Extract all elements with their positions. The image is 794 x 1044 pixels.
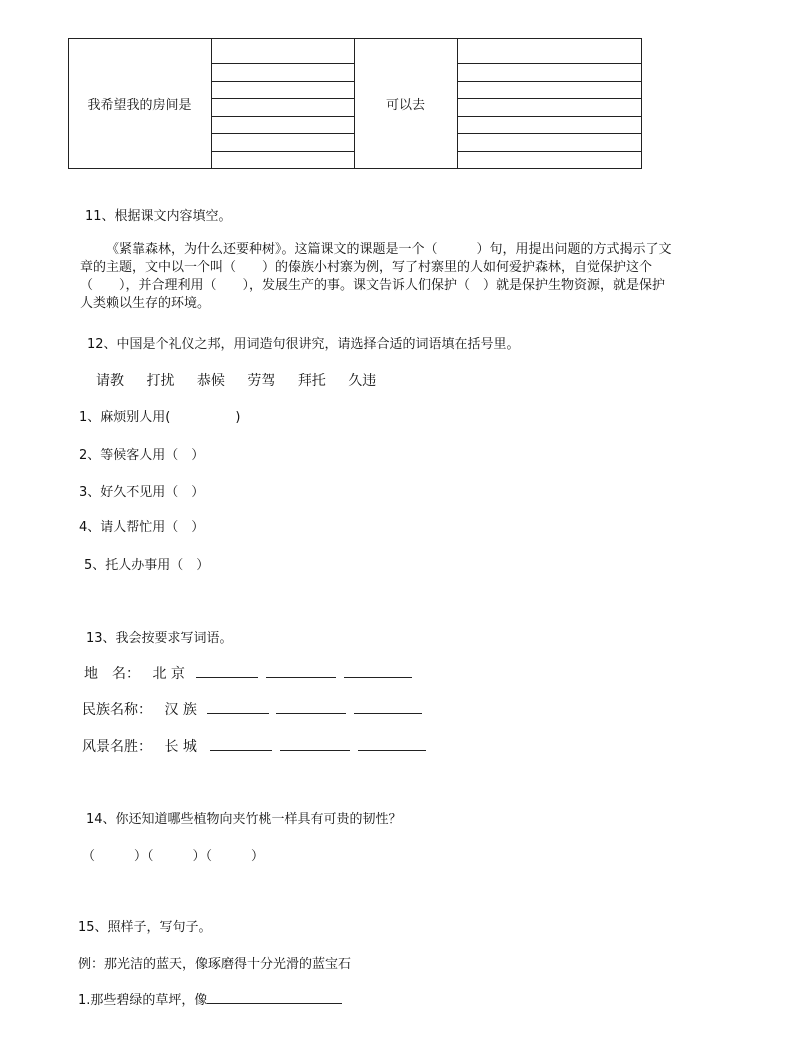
q14-title: 14、你还知道哪些植物向夹竹桃一样具有可贵的韧性？: [86, 812, 402, 827]
answer-blank[interactable]: [344, 677, 412, 678]
answer-blank[interactable]: [210, 750, 272, 751]
writing-line[interactable]: [211, 63, 354, 64]
q12-word-bank: [96, 370, 394, 390]
q11-line: 《紧靠森林，为什么还要种树》。这篇课文的课题是一个（ ）句，用提出问题的方式揭示了文: [106, 242, 672, 257]
q13-row-example: 汉 族: [164, 702, 197, 718]
answer-blank[interactable]: [358, 750, 426, 751]
table-middle-label: 可以去: [385, 98, 425, 113]
q11-line: 人类赖以生存的环境。: [80, 296, 211, 311]
answer-blank[interactable]: [276, 713, 346, 714]
q11-title: 11、根据课文内容填空。: [85, 209, 232, 224]
writing-line[interactable]: [457, 63, 642, 64]
q12-item: 5、托人办事用（ ）: [84, 558, 210, 573]
q13-row: [82, 699, 197, 719]
table-left-label: 我希望我的房间是: [87, 98, 192, 113]
q15-example: 例：那光洁的蓝天，像琢磨得十分光滑的蓝宝石: [78, 957, 352, 972]
q12-item: 4、请人帮忙用（ ）: [79, 520, 205, 535]
word-option: 请教: [96, 373, 124, 389]
table-divider: [211, 38, 212, 169]
q13-row: [84, 663, 185, 683]
writing-line[interactable]: [211, 151, 354, 152]
q14-blanks[interactable]: （ ）（ ）（ ）: [82, 849, 265, 864]
q13-row-label: 风景名胜：: [82, 739, 152, 755]
answer-blank[interactable]: [266, 677, 336, 678]
word-option: 拜托: [297, 373, 326, 389]
writing-line[interactable]: [211, 81, 354, 82]
q11-line: 章的主题，文中以一个叫（ ）的傣族小村寨为例，写了村寨里的人如何爱护森林，自觉保护这个: [80, 260, 653, 275]
writing-line[interactable]: [211, 98, 354, 99]
q12-item: 2、等候客人用（ ）: [79, 448, 205, 463]
writing-line[interactable]: [457, 151, 642, 152]
answer-blank[interactable]: [196, 677, 258, 678]
writing-line[interactable]: [211, 116, 354, 117]
q13-row: [82, 736, 197, 756]
q13-row-label: 地 名：: [84, 666, 140, 682]
q13-title: 13、我会按要求写词语。: [86, 631, 233, 646]
q15-item: [78, 989, 342, 1008]
q15-item-text: 1.那些碧绿的草坪，像: [78, 993, 208, 1008]
q12-title: 12、中国是个礼仪之邦，用词造句很讲究，请选择合适的词语填在括号里。: [87, 337, 520, 352]
writing-line[interactable]: [457, 116, 642, 117]
word-option: 久违: [348, 373, 377, 389]
q12-item: 3、好久不见用（ ）: [79, 485, 205, 500]
q13-row-example: 北 京: [152, 666, 185, 682]
writing-line[interactable]: [457, 81, 642, 82]
word-option: 打扰: [146, 373, 175, 389]
q15-title: 15、照样子，写句子。: [78, 920, 212, 935]
answer-blank[interactable]: [280, 750, 350, 751]
q12-item: 1、麻烦别人用( ): [79, 410, 241, 425]
writing-line[interactable]: [211, 133, 354, 134]
q13-row-example: 长 城: [164, 739, 197, 755]
word-option: 劳驾: [247, 373, 276, 389]
q13-row-label: 民族名称：: [82, 702, 152, 718]
writing-line[interactable]: [457, 133, 642, 134]
answer-blank[interactable]: [354, 713, 422, 714]
answer-blank[interactable]: [207, 713, 269, 714]
word-option: 恭候: [196, 373, 225, 389]
answer-blank[interactable]: [207, 990, 342, 1004]
q11-line: （ ），并合理利用（ ），发展生产的事。课文告诉人们保护（ ）就是保护生物资源，就是保护: [80, 278, 666, 293]
writing-line[interactable]: [457, 98, 642, 99]
table-divider: [457, 38, 458, 169]
